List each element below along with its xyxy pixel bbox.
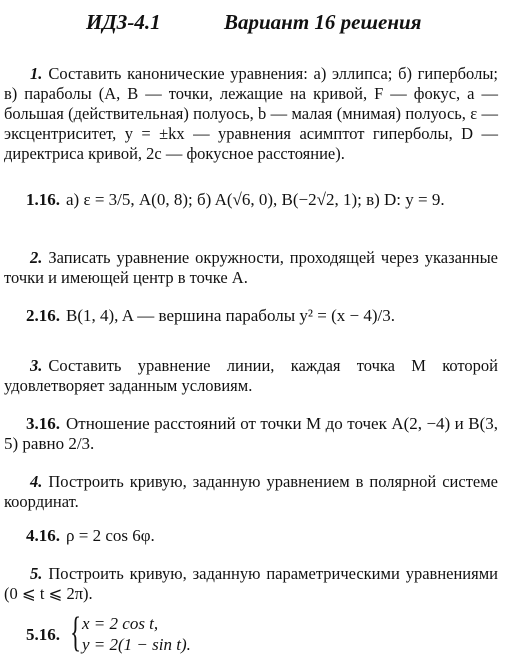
problem-2-statement — [4, 248, 498, 288]
problem-3-text: Составить уравнение линии, каждая точка M которой удовлетворяет заданным условиям. — [4, 356, 498, 395]
problem-5-number: 5. — [30, 564, 43, 583]
system-brace-icon: { — [70, 610, 82, 656]
task-3-number: 3.16. — [26, 414, 60, 433]
problem-4-statement — [4, 472, 498, 512]
problem-5-statement — [4, 564, 498, 604]
task-3-text: Отношение расстояний от точки M до точек A(2, −4) и B(3, 5) равно 2/3. — [4, 414, 498, 453]
problem-4-number: 4. — [30, 472, 43, 491]
task-2-text: B(1, 4), A — вершина параболы y² = (x − 4)/3. — [66, 306, 395, 325]
task-5-equation-x: x = 2 cos t, — [82, 614, 159, 633]
problem-1-statement — [4, 64, 498, 164]
problem-2-text: Записать уравнение окружности, проходящей через указанные точки и имеющей центр в точке A. — [4, 248, 498, 287]
problem-1-number: 1. — [30, 64, 43, 83]
problem-4-task — [4, 526, 498, 546]
problem-4-text: Построить кривую, заданную уравнением в полярной системе координат. — [4, 472, 498, 511]
problem-3-number: 3. — [30, 356, 43, 375]
problem-3-task — [4, 414, 498, 454]
problem-1-text: Составить канонические уравнения: а) эллипса; б) гиперболы; в) параболы (A, B — точки, лежащие на кривой, F — фокус, a — большая (действительная) полуось, b — малая (мнимая) полуось, ε — эксцентриситет, y = ±kx — уравнения асимптот гиперболы, D — директриса кривой, 2c — фокусное расстояние). — [4, 64, 498, 163]
problem-3-statement — [4, 356, 498, 396]
task-1-text: а) ε = 3/5, A(0, 8); б) A(√6, 0), B(−2√2, 1); в) D: y = 9. — [66, 190, 445, 209]
task-1-number: 1.16. — [26, 190, 60, 209]
problem-1-task — [4, 190, 498, 210]
task-5-number: 5.16. — [26, 625, 60, 644]
task-2-number: 2.16. — [26, 306, 60, 325]
document-header — [86, 10, 466, 36]
task-4-text: ρ = 2 cos 6φ. — [66, 526, 155, 545]
document-title: ИДЗ-4.1 — [86, 10, 161, 34]
task-4-number: 4.16. — [26, 526, 60, 545]
variant-title: Вариант 16 решения — [224, 10, 422, 34]
task-5-equation-y: y = 2(1 − sin t). — [82, 635, 191, 654]
problem-2-task — [4, 306, 498, 326]
problem-2-number: 2. — [30, 248, 43, 267]
problem-5-text: Построить кривую, заданную параметрическими уравнениями (0 ⩽ t ⩽ 2π). — [4, 564, 498, 603]
